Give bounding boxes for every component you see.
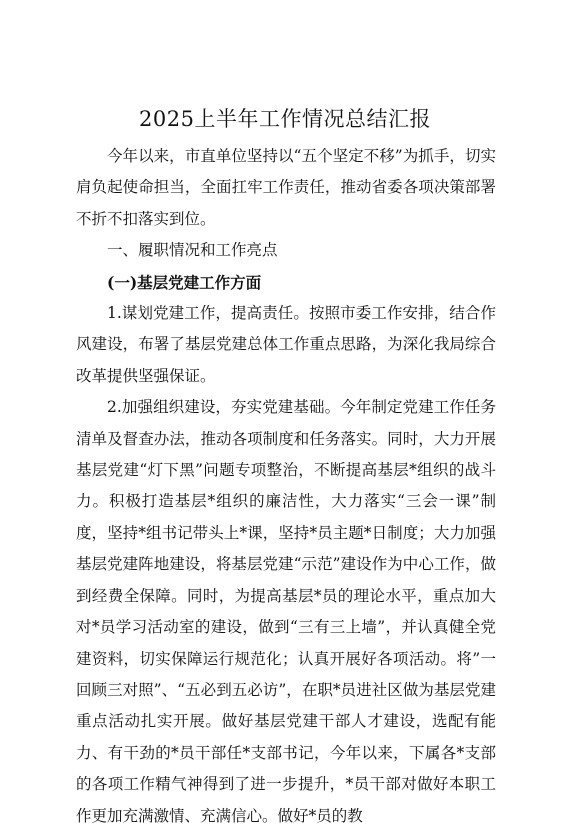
- item-paragraph-2: 2.加强组织建设，夯实党建基础。今年制定党建工作任务清单及督查办法，推动各项制度和任务落实。同时，大力开展基层党建“灯下黑”问题专项整治，不断提高基层*组织的战斗力。积极打造基层*组织的廉洁性，大力落实“三会一课”制度，坚持*组书记带头上*课，坚持*员主题*日制度；大力加强基层党建阵地建设，将基层党建“示范”建设作为中心工作，做到经费全保障。同时，为提高基层*员的理论水平，重点加大对*员学习活动室的建设，做到“三有三上墙”，并认真健全党建资料，切实保障运行规范化；认真开展好各项活动。将”一回顾三对照”、“五必到五必访”，在职*员进社区做为基层党建重点活动扎实开展。做好基层党建干部人才建设，选配有能力、有干劲的*员干部任*支部书记，今年以来，下属各*支部的各项工作精气神得到了进一步提升，*员干部对做好本职工作更加充满激情、充满信心。做好*员的教: [76, 398, 496, 825]
- document-body: [76, 141, 496, 832]
- section-heading: 一、履职情况和工作亮点: [107, 241, 278, 260]
- intro-paragraph: 今年以来，市直单位坚持以“五个坚定不移”为抓手，切实肩负起使命担当，全面扛牢工作责任，推动省委各项决策部署不折不扣落实到位。: [76, 147, 496, 228]
- document-title: 2025上半年工作情况总结汇报: [139, 107, 431, 131]
- item-paragraph-1: 1.谋划党建工作，提高责任。按照市委工作安排，结合作风建设，布署了基层党建总体工作重点思路，为深化我局综合改革提供坚强保证。: [76, 304, 496, 385]
- subsection-heading: (一)基层党建工作方面: [107, 272, 262, 292]
